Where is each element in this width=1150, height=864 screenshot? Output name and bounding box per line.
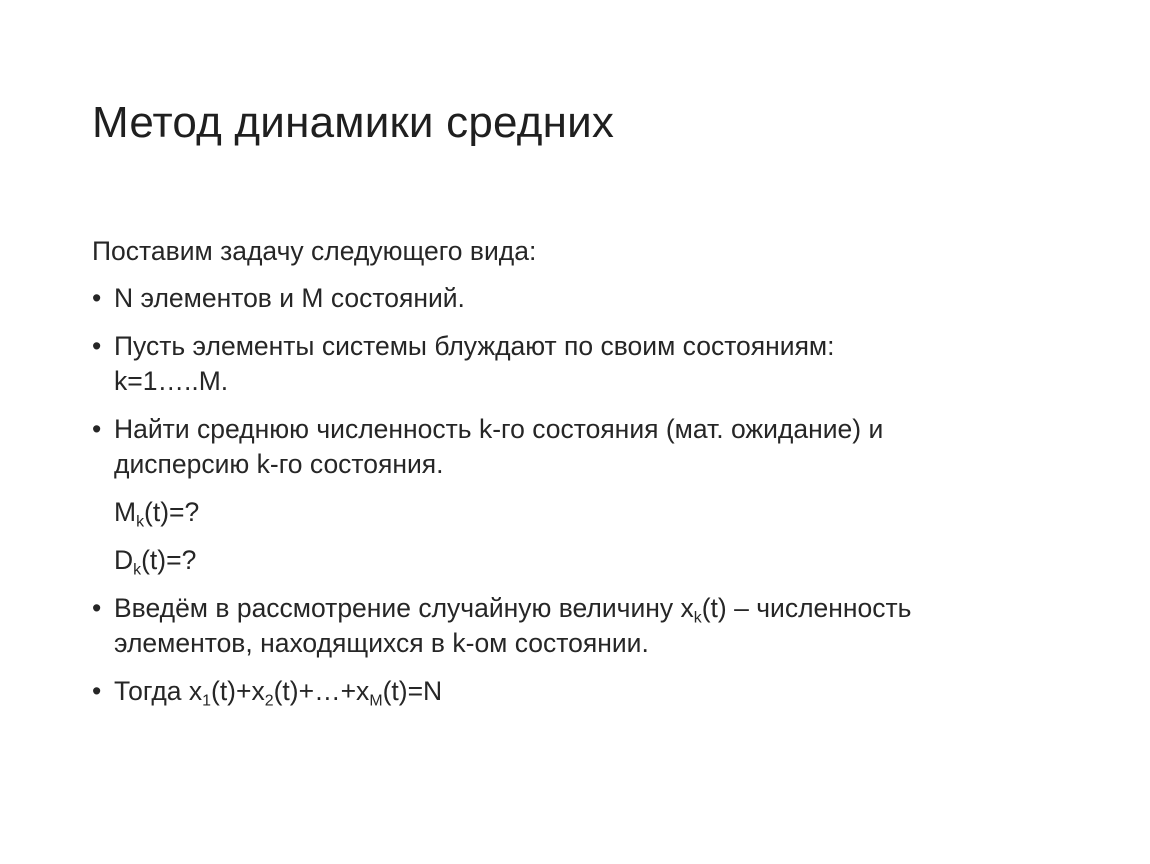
bullet-marker: •	[92, 283, 102, 313]
bullet-marker: •	[92, 414, 102, 444]
text-fragment: Тогда x	[114, 676, 203, 706]
slide-body	[92, 234, 1092, 722]
bullet-item-1	[92, 281, 1092, 316]
bullet-text	[114, 676, 443, 710]
bullet-marker: •	[92, 593, 102, 623]
bullet-text-line-1	[114, 591, 1092, 626]
bullet-text-line-2: элементов, находящихся в k-ом состоянии.	[114, 628, 649, 658]
formula-subscript: k	[136, 513, 145, 531]
formula-rest: (t)=?	[141, 545, 197, 575]
bullet-item-4	[92, 591, 1092, 661]
text-fragment: (t)=N	[382, 676, 443, 706]
bullet-item-2	[92, 329, 1092, 399]
slide-title: Метод динамики средних	[92, 98, 615, 147]
bullet-item-3	[92, 412, 1092, 482]
text-fragment: (t)+…+x	[273, 676, 370, 706]
bullet-text: N элементов и M состояний.	[114, 283, 465, 313]
bullet-text-line-1: Пусть элементы системы блуждают по своим состояниям:	[114, 331, 835, 361]
text-fragment: (t) – численность	[701, 593, 912, 623]
bullet-marker: •	[92, 676, 102, 706]
formula-symbol: M	[114, 497, 137, 527]
intro-text: Поставим задачу следующего вида:	[92, 236, 537, 266]
bullet-text-line-2: дисперсию k-го состояния.	[114, 449, 444, 479]
bullet-marker: •	[92, 331, 102, 361]
bullet-text-line-1: Найти среднюю численность k-го состояния (мат. ожидание) и	[114, 414, 884, 444]
bullet-item-5	[92, 674, 1092, 709]
bullet-text-line-2: k=1…..M.	[114, 366, 229, 396]
text-fragment: (t)+x	[211, 676, 265, 706]
formula-symbol: D	[114, 545, 134, 575]
text-subscript: k	[693, 609, 702, 627]
text-subscript: 2	[264, 692, 274, 710]
text-fragment: Введём в рассмотрение случайную величину x	[114, 593, 694, 623]
formula-rest: (t)=?	[144, 497, 200, 527]
formula-subscript: k	[133, 561, 142, 579]
text-subscript: M	[369, 692, 383, 710]
formula-variance	[92, 543, 1092, 578]
formula-mean	[92, 495, 1092, 530]
text-subscript: 1	[202, 692, 211, 710]
